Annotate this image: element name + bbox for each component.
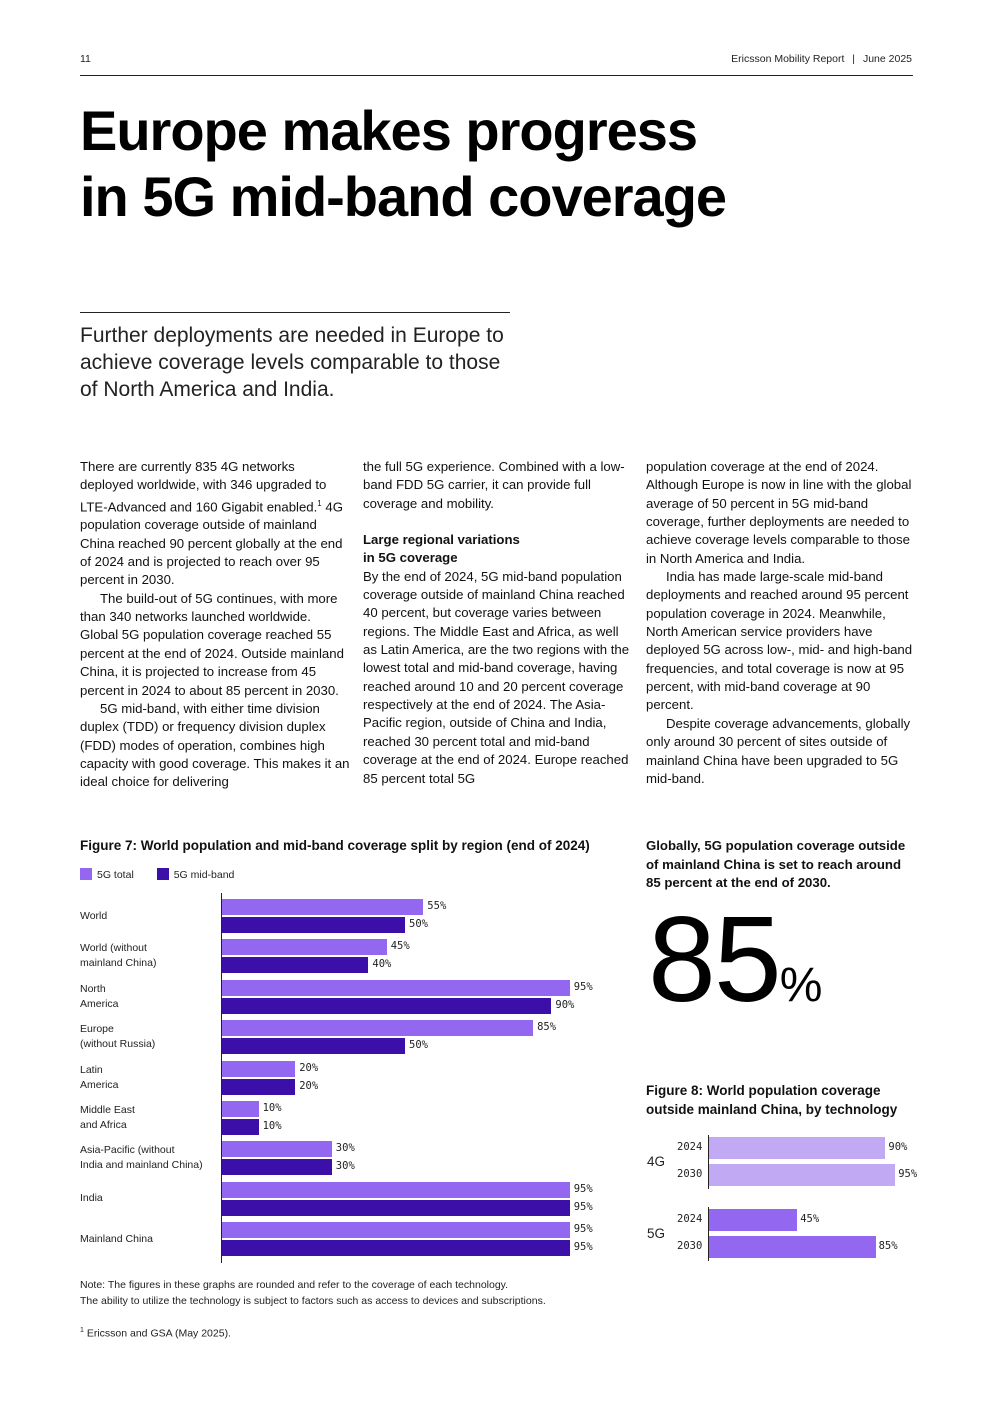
bar-5g-2024 — [709, 1209, 797, 1231]
bar-value-label: 85% — [537, 1021, 557, 1034]
bar-5g-total — [222, 1061, 295, 1077]
year-label: 2030 — [677, 1168, 703, 1180]
bar-value-label: 90% — [888, 1141, 908, 1153]
body-paragraph: By the end of 2024, 5G mid-band population coverage outside of mainland China reached 40 percent, but coverage varies between regions. The Middle East and Africa, as well as Latin America, are the two regions with the lowest total and mid-band coverage, having reached around 10 and 20 percent coverage respectively at the end of 2024. The Asia-Pacific region, outside of China and India, reached 30 percent total and mid-band coverage at the end of 2024. Europe reached 85 percent total 5G — [363, 568, 630, 786]
footnote-text: Ericsson and GSA (May 2025). — [86, 1327, 231, 1340]
technology-label: 4G — [647, 1154, 666, 1169]
category-label: Asia-Pacific (without India and mainland China) — [80, 1144, 203, 1172]
report-date: June 2025 — [862, 53, 912, 65]
bar-value-label: 10% — [262, 1120, 282, 1132]
bar-value-label: 95% — [573, 1182, 593, 1195]
bar-5g-total — [222, 1141, 332, 1157]
bar-5g-midband — [222, 917, 405, 933]
body-paragraph: population coverage at the end of 2024. Although Europe is now in line with the global average of 50 percent in 5G mid-band coverage, further deployments are needed to achieve coverage levels comparable to those in North America and India. — [646, 459, 912, 566]
bar-5g-total — [222, 899, 423, 915]
bar-5g-midband — [222, 1159, 332, 1175]
bar-5g-midband — [222, 1079, 295, 1095]
body-paragraph: India has made large-scale mid-band deployments and reached around 95 percent population coverage in 2024. Meanwhile, North American service providers have deployed 5G across low-, mid- and high-band frequencies, and total coverage is now at 95 percent, with mid-band coverage at 90 percent. — [646, 569, 913, 713]
category-label: North America — [80, 982, 119, 1010]
bar-5g-midband — [222, 1119, 259, 1135]
body-paragraph: 5G mid-band, with either time division duplex (TDD) or frequency division duplex (FDD) modes of operation, combines high capacity with good coverage. This makes it an ideal choice for delivering — [80, 700, 350, 790]
year-label: 2030 — [677, 1240, 703, 1252]
body-paragraph: the full 5G experience. Combined with a low-band FDD 5G carrier, it can provide full coverage and mobility. — [363, 459, 625, 511]
bar-value-label: 95% — [898, 1168, 918, 1180]
header-separator: | — [852, 53, 856, 65]
callout-unit: % — [779, 959, 823, 1012]
bar-5g-total — [222, 1101, 259, 1117]
bar-4g-2030 — [709, 1164, 895, 1186]
category-label: World (without mainland China) — [80, 942, 157, 970]
legend-swatch-5g-total — [80, 868, 92, 880]
bar-value-label: 90% — [555, 998, 575, 1011]
callout-text: Globally, 5G population coverage outside of mainland China is set to reach around 85 percent at the end of 2030. — [646, 838, 906, 890]
lead-paragraph: Further deployments are needed in Europe to achieve coverage levels comparable to those of North America and India. — [80, 324, 504, 401]
bar-value-label: 95% — [573, 980, 593, 993]
bar-value-label: 30% — [335, 1160, 355, 1173]
bar-value-label: 50% — [409, 1039, 428, 1052]
figure-8-title: Figure 8: World population coverage outside mainland China, by technology — [646, 1083, 898, 1117]
figure-7-legend — [80, 868, 234, 881]
bar-5g-total — [222, 1020, 533, 1036]
footnote-mark: 1 — [80, 1327, 84, 1334]
body-paragraph: The build-out of 5G continues, with more than 340 networks launched worldwide. Global 5G population coverage reached 55 percent at the end of 2024. Outside mainland China, it is projected to increase from 45 percent in 2024 to about 85 percent in 2030. — [80, 590, 344, 698]
bar-value-label: 45% — [800, 1213, 820, 1225]
bar-value-label: 85% — [878, 1240, 898, 1252]
year-label: 2024 — [677, 1213, 703, 1225]
legend-item-5g-midband: 5G mid-band — [157, 869, 235, 881]
chart-note — [80, 1278, 546, 1309]
bar-5g-midband — [222, 957, 368, 973]
bar-value-label: 95% — [573, 1223, 593, 1236]
bar-5g-total — [222, 1182, 570, 1198]
technology-label: 5G — [647, 1226, 666, 1241]
year-label: 2024 — [677, 1141, 703, 1153]
bar-value-label: 10% — [262, 1102, 282, 1114]
bar-5g-total — [222, 939, 387, 955]
report-name: Ericsson Mobility Report — [731, 53, 845, 65]
bar-4g-2024 — [709, 1137, 885, 1159]
bar-5g-midband — [222, 1038, 405, 1054]
title-line-2: in 5G mid-band coverage — [80, 165, 727, 228]
bar-5g-midband — [222, 998, 551, 1014]
title-line-1: Europe makes progress — [80, 99, 698, 162]
category-label: Europe (without Russia) — [80, 1023, 156, 1051]
body-column-1 — [80, 458, 350, 792]
page-title — [80, 98, 860, 230]
body-paragraph: There are currently 835 4G networks deployed worldwide, with 346 upgraded to LTE-Advanced and 160 Gigabit enabled.$^1$ 4G population coverage outside of mainland China reached 90 percent globally at the end of 2024 and is projected to reach over 95 percent in 2030. — [80, 459, 344, 588]
bar-5g-total — [222, 1222, 570, 1238]
callout-figure — [648, 891, 823, 1027]
body-column-2 — [363, 458, 633, 788]
header-rule — [80, 75, 913, 76]
bar-5g-midband — [222, 1200, 570, 1216]
note-line-1: Note: The figures in these graphs are rounded and refer to the coverage of each technology. — [80, 1279, 509, 1291]
note-line-2: The ability to utilize the technology is subject to factors such as access to devices and subscriptions. — [80, 1294, 546, 1307]
running-header — [731, 53, 912, 65]
body-paragraph: Despite coverage advancements, globally only around 30 percent of sites outside of mainland China have been upgraded to 5G mid-band. — [646, 715, 911, 786]
bar-5g-2030 — [709, 1236, 876, 1258]
bar-value-label: 40% — [372, 958, 392, 971]
callout-number: 85 — [648, 891, 780, 1027]
footnote-ref[interactable]: 1 — [317, 498, 322, 508]
legend-swatch-5g-midband — [157, 868, 169, 880]
bar-5g-total — [222, 980, 570, 996]
page-number: 11 — [80, 53, 91, 65]
bar-value-label: 20% — [299, 1061, 319, 1074]
category-label: Mainland China — [80, 1232, 153, 1245]
body-column-3 — [646, 458, 916, 788]
bar-value-label: 55% — [427, 900, 447, 912]
category-label: Latin America — [80, 1063, 119, 1091]
bar-5g-midband — [222, 1240, 570, 1256]
category-label: India — [80, 1192, 103, 1205]
bar-value-label: 95% — [573, 1200, 593, 1213]
category-label: World — [80, 909, 108, 922]
bar-value-label: 50% — [409, 918, 428, 930]
lead-rule — [80, 312, 510, 313]
footnote — [80, 1323, 231, 1342]
category-label: Middle East and Africa — [80, 1104, 135, 1131]
section-heading: Large regional variations in 5G coverage — [363, 532, 520, 566]
figure-7-title: Figure 7: World population and mid-band coverage split by region (end of 2024) — [80, 838, 590, 853]
bar-value-label: 45% — [390, 940, 410, 953]
legend-item-5g-total: 5G total — [80, 869, 134, 881]
bar-value-label: 95% — [573, 1241, 593, 1254]
bar-value-label: 30% — [335, 1142, 355, 1155]
bar-value-label: 20% — [299, 1079, 319, 1092]
